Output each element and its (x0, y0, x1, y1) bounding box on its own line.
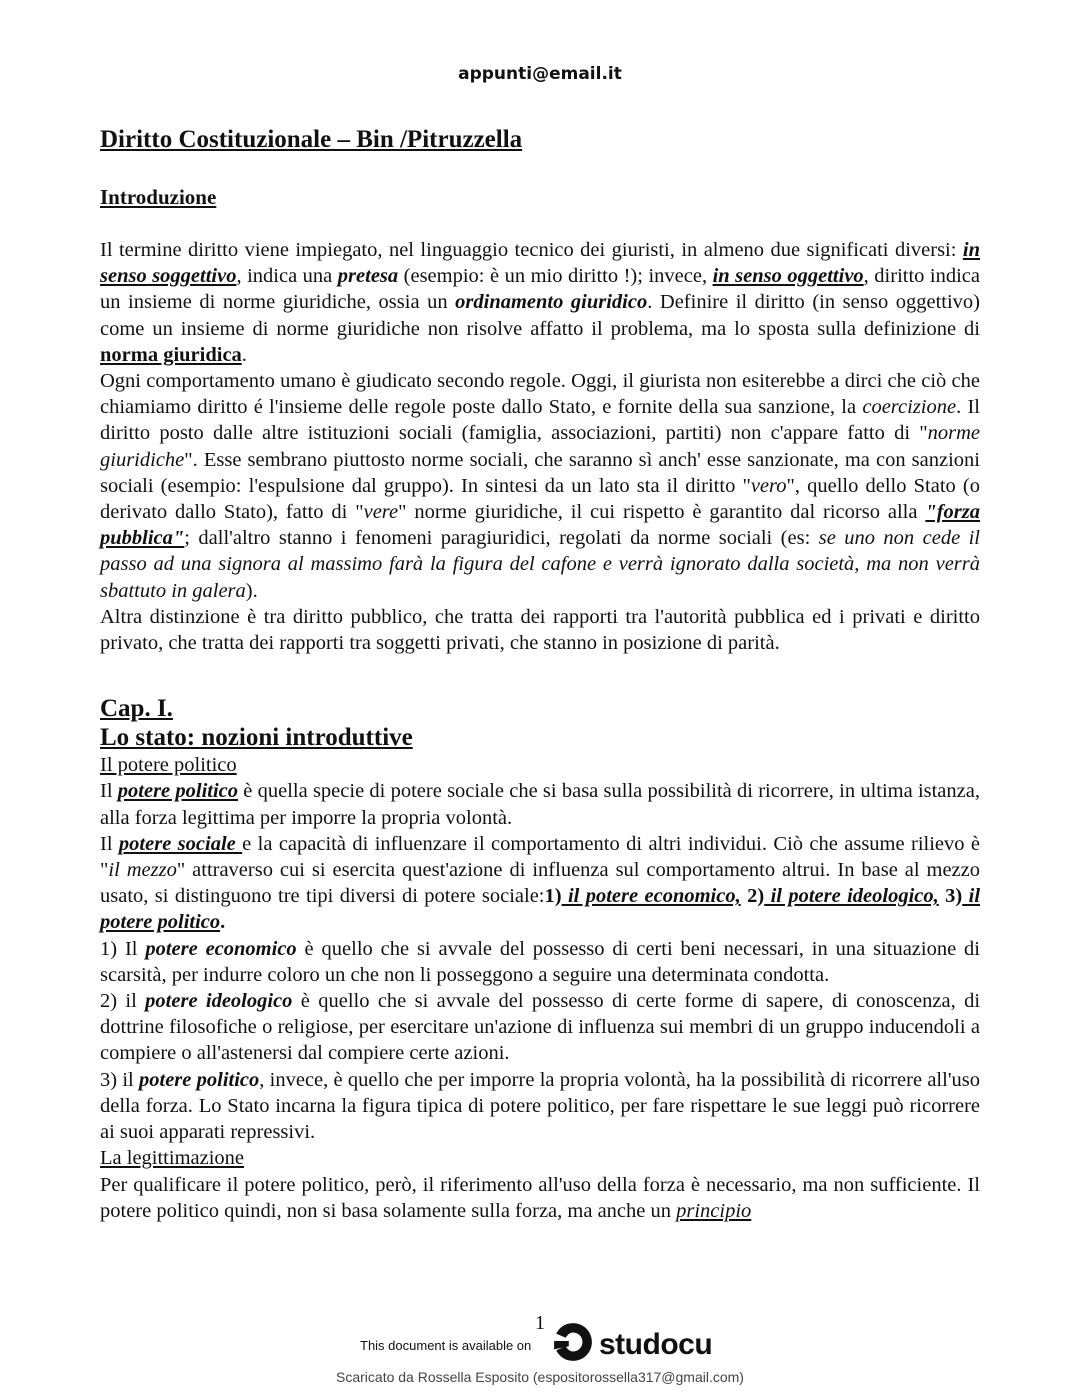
intro-paragraph-3: Altra distinzione è tra diritto pubblico, che tratta dei rapporti tra l'autorità pubblica ed i privati e diritto privato, che tratta dei rapporti tra soggetti privati, che stanno in posizione di parità. (100, 605, 980, 655)
text: Ogni comportamento umano è giudicato secondo regole. Oggi, il giurista non esiterebbe a dirci che ciò che chiamiamo diritto é l'insieme delle regole poste dallo Stato, e fornite della sua sanzione, la (100, 370, 980, 419)
term-potere-ideologico: il potere ideologico, (764, 885, 939, 908)
chapter-paragraph-3 (100, 936, 980, 988)
document-title: Diritto Costituzionale – Bin /Pitruzzella (100, 126, 523, 153)
term-norma-giuridica: norma giuridica (100, 343, 242, 366)
term-potere-economico: il potere economico, (561, 885, 741, 908)
chapter-paragraph-1 (100, 778, 980, 830)
chapter-paragraph-6 (100, 1172, 980, 1224)
text: " norme giuridiche, il cui rispetto è garantito dal ricorso alla (398, 501, 926, 524)
term-vere: vere (363, 501, 399, 524)
studocu-logo-icon (552, 1321, 594, 1368)
term-principio: principio (676, 1199, 752, 1222)
text: è quella specie di potere sociale che si basa sulla possibilità di ricorrere, in ultima istanza, alla forza legittima per imporre la propria volontà. (100, 780, 980, 829)
intro-paragraph-2 (100, 368, 980, 604)
chapter-number: Cap. I. (100, 695, 173, 723)
term-norme-giuridiche: norme giuridiche (100, 422, 980, 471)
text: e la capacità di influenzare il comportamento di altri individui. Ciò che assume rilievo è " (100, 832, 980, 882)
subheading-legittimazione: La legittimazione (100, 1147, 245, 1170)
text: 2) il (100, 990, 146, 1013)
text: , indica una (236, 265, 338, 288)
subheading-potere-politico: Il potere politico (100, 754, 237, 777)
list-number: 3) (938, 885, 963, 908)
chapter-paragraph-2 (100, 831, 980, 936)
intro-paragraph-1 (100, 237, 980, 368)
text: 3) il (100, 1068, 139, 1091)
text: . Definire il diritto (in senso oggettivo) come un insieme di norme giuridiche non risolve affatto il problema, ma lo sposta sulla definizione di (100, 291, 980, 340)
text: ). (245, 579, 258, 602)
term-potere-politico: potere politico (139, 1068, 260, 1091)
term-coercizione: coercizione (862, 396, 957, 419)
text: , invece, è quello che per imporre la propria volontà, ha la possibilità di ricorrere all'uso della forza. Lo Stato incarna la figura tipica di potere politico, per fare rispettare le sue leggi può ricorrere ai suoi apparati repressivi. (100, 1068, 980, 1144)
list-number: 2) (740, 885, 765, 908)
document-body (100, 124, 980, 1224)
text: , diritto indica un insieme di norme giuridiche, ossia un (100, 265, 980, 314)
term-potere-politico: il potere politico (100, 885, 981, 934)
chapter-paragraph-5 (100, 1067, 980, 1146)
text: è quello che si avvale del possesso di certe forme di sapere, di conoscenza, di dottrine filosofiche o religiose, per esercitare un'azione di influenza sui membri di un gruppo inducendoli a compiere o all'astenersi dal compiere certe azioni. (100, 990, 981, 1065)
chapter-paragraph-4 (100, 988, 980, 1067)
downloaded-by-note: Scaricato da Rossella Esposito (espositorossella317@gmail.com) (336, 1369, 744, 1385)
text: Per qualificare il potere politico, però, il riferimento all'uso della forza è necessario, ma non sufficiente. Il potere politico quindi, non si basa solamente sulla forza, ma anche un (100, 1173, 980, 1222)
text: è quello che si avvale del possesso di certi beni necessari, in una situazione di scarsità, per indurre coloro un che non li posseggono a seguire una determinata condotta. (100, 937, 980, 986)
availability-note: This document is available on (360, 1338, 532, 1353)
page-number: 1 (535, 1312, 545, 1334)
section-heading-introduzione: Introduzione (100, 185, 217, 209)
text: ", quello dello Stato (o derivato dallo Stato), fatto di " (100, 474, 980, 524)
studocu-brand-link[interactable] (552, 1321, 712, 1368)
term-senso-oggettivo: in senso oggettivo (712, 265, 864, 288)
chapter-title: Lo stato: nozioni introduttive (100, 724, 413, 752)
text: Il (100, 780, 118, 803)
text: ". Esse sembrano piuttosto norme sociali, che saranno sì anch' esse sanzionate, ma con sanzioni sociali (esempio: l'espulsione dal gruppo). In sintesi da un lato sta il diritto " (100, 448, 980, 497)
term-potere-sociale: potere sociale (118, 832, 243, 855)
term-il-mezzo: il mezzo (108, 859, 177, 882)
text: ; dall'altro stanno i fenomeni paragiuridici, regolati da norme sociali (es: (184, 527, 819, 550)
text: 1) Il (100, 937, 146, 960)
text: " attraverso cui si esercita quest'azione di influenza sul comportamento altrui. In base al mezzo usato, si distinguono tre tipi diversi di potere sociale: (100, 859, 981, 908)
term-senso-soggettivo: in senso soggettivo (100, 239, 980, 288)
term-forza-pubblica: "forza pubblica" (100, 501, 980, 550)
text: . (220, 911, 226, 934)
list-number: 1) (544, 885, 562, 908)
term-pretesa: pretesa (337, 265, 399, 288)
term-potere-ideologico: potere ideologico (145, 990, 293, 1013)
text: . (241, 343, 247, 366)
header-email: appunti@email.it (458, 64, 622, 84)
term-potere-politico: potere politico (117, 780, 239, 803)
term-vero: vero (750, 474, 787, 497)
text: (esempio: è un mio diritto !); invece, (398, 265, 713, 288)
term-ordinamento-giuridico: ordinamento giuridico (455, 291, 648, 314)
example-italic: se uno non cede il passo ad una signora al massimo farà la figura del cafone e verrà ignorato dalla società, ma non verrà sbattuto in galera (100, 527, 980, 602)
text: . Il diritto posto dalle altre istituzioni sociali (famiglia, associazioni, partiti) non c'appare fatto di " (100, 396, 980, 445)
text: Il termine diritto viene impiegato, nel linguaggio tecnico dei giuristi, in almeno due significati diversi: (100, 239, 963, 261)
studocu-wordmark: studocu (599, 1327, 713, 1361)
text: Il (100, 832, 119, 855)
term-potere-economico: potere economico (145, 937, 297, 960)
